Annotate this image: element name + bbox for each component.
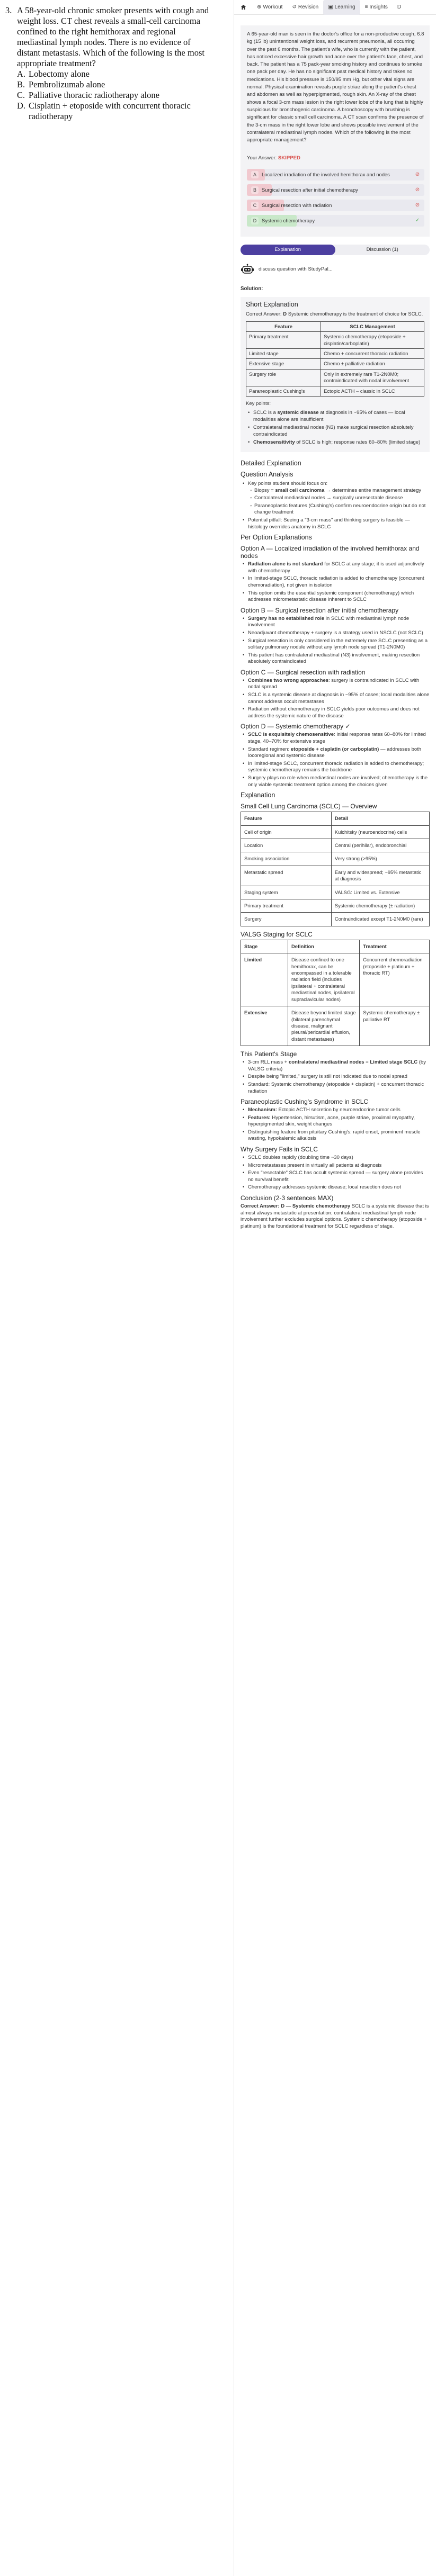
stage-item xyxy=(241,1074,430,1080)
valsg-cell: Disease beyond limited stage (bilateral parenchymal disease, malignant pleural/pericardial effusion, distant metastases) xyxy=(288,1006,360,1046)
option-explanation-item-pre: Surgical resection is only considered in the extremely rare SCLC presenting as a solitary pulmonary nodule without any lymph node spread (T1-2N0M0) xyxy=(248,637,428,651)
question-options xyxy=(17,69,212,122)
cushing-item-bold: Mechanism: xyxy=(248,1107,277,1113)
valsg-header: Stage xyxy=(241,940,288,953)
conclusion-text xyxy=(241,1203,430,1230)
question-panel xyxy=(0,0,217,2576)
qa-sub-item-bold: small cell carcinoma xyxy=(275,487,325,493)
per-option-title: Per Option Explanations xyxy=(241,534,312,542)
question-number: 3. xyxy=(5,5,12,15)
option-explanation-list xyxy=(241,678,430,720)
option-explanation-item xyxy=(241,692,430,705)
key-point-post: at diagnosis in ~95% of cases — local modalities alone are insufficient xyxy=(253,410,405,422)
overview-cell: Cell of origin xyxy=(241,825,332,839)
option-explanation-item-pre: In limited-stage SCLC, thoracic radiation is added to chemotherapy (concurrent chemoradiation), not given in isolation xyxy=(248,575,424,588)
overview-cell: Smoking association xyxy=(241,852,332,866)
cushing-item xyxy=(241,1107,430,1114)
option-explanation-item-pre: This patient has contralateral mediastinal (N3) involvement, making resection absolutely contraindicated xyxy=(248,652,420,665)
option-explanation-item-post: for SCLC at any stage; it is used adjunctively with chemotherapy xyxy=(248,561,424,574)
answer-status: SKIPPED xyxy=(278,155,300,161)
nav-item-revision[interactable] xyxy=(287,0,323,15)
stage-item-post: = xyxy=(364,1059,370,1066)
short-table-row xyxy=(246,369,424,386)
key-point xyxy=(246,424,424,438)
overview-cell: Surgery xyxy=(241,913,332,926)
answer-option[interactable] xyxy=(247,215,424,227)
key-points-list xyxy=(246,409,424,446)
option-explanation-title: Option D — Systemic chemotherapy ✓ xyxy=(241,723,351,731)
qa-sub-item-pre: Paraneoplastic features (Cushing's) confirm neuroendocrine origin but do not change treatment xyxy=(254,502,426,516)
valsg-cell: Concurrent chemoradiation (etoposide + platinum + thoracic RT) xyxy=(360,953,430,1006)
overview-title: Small Cell Lung Carcinoma (SCLC) — Overview xyxy=(241,803,377,810)
home-icon[interactable] xyxy=(238,3,248,12)
option-explanation-title: Option C — Surgical resection with radiation xyxy=(241,668,366,676)
key-point-post: of SCLC is high; response rates 60–80% (limited stage) xyxy=(295,439,421,445)
your-answer-label: Your Answer: xyxy=(247,155,277,161)
qa-item xyxy=(241,481,430,516)
overview-table xyxy=(241,812,430,926)
cushing-item-post: Hypertension, hirsutism, acne, purple striae, proximal myopathy, hyperpigmented skin, weight changes xyxy=(248,1114,415,1128)
nav-item-label: Insights xyxy=(369,4,388,10)
short-table xyxy=(246,321,424,397)
short-table-cell: Limited stage xyxy=(246,348,321,358)
question-option xyxy=(17,79,212,90)
tab-discussion[interactable]: Discussion (1) xyxy=(366,247,398,253)
answer-option[interactable] xyxy=(247,184,424,196)
short-table-cell: Surgery role xyxy=(246,369,321,386)
overview-cell: VALSG: Limited vs. Extensive xyxy=(331,886,429,899)
option-explanation-item-post: — addresses both locoregional and systemic disease xyxy=(248,746,422,759)
qa-item-text: Potential pitfall: Seeing a "3-cm mass" and thinking surgery is feasible — histology overrides anatomy in SCLC xyxy=(248,517,410,530)
overview-cell: Contraindicated except T1-2N0M0 (rare) xyxy=(331,913,429,926)
correct-answer-rest: Systemic chemotherapy is the treatment of choice for SCLC. xyxy=(287,311,423,317)
per-option-list xyxy=(241,545,430,788)
option-explanation-item xyxy=(241,761,430,774)
overview-row xyxy=(241,866,430,886)
valsg-cell: Extensive xyxy=(241,1006,288,1046)
qa-sub-list xyxy=(248,488,430,516)
top-nav xyxy=(234,0,436,15)
valsg-table xyxy=(241,940,430,1046)
question-option-text: Cisplatin + etoposide with concurrent thoracic radiotherapy xyxy=(29,101,191,121)
short-explanation xyxy=(241,297,430,452)
nav-item-workout[interactable] xyxy=(252,0,287,15)
short-table-cell: Systemic chemotherapy (etoposide + cisplatin/carboplatin) xyxy=(321,332,424,349)
valsg-header: Treatment xyxy=(360,940,430,953)
answer-option[interactable] xyxy=(247,200,424,211)
tab-bar xyxy=(241,245,430,255)
option-explanation-item xyxy=(241,652,430,665)
stage-item-post2: (by VALSG criteria) xyxy=(248,1059,426,1072)
key-point xyxy=(246,439,424,446)
key-point-pre: Contralateral mediastinal nodes (N3) make surgical resection absolutely contraindicated xyxy=(253,425,414,437)
workout-icon: ⊕ xyxy=(257,4,262,10)
short-table-cell: Ectopic ACTH – classic in SCLC xyxy=(321,386,424,396)
wrong-icon: ⊘ xyxy=(415,202,420,208)
option-explanation-list xyxy=(241,732,430,788)
question-option-letter: A. xyxy=(17,69,26,79)
app-panel xyxy=(234,0,436,2576)
why-item: • Chemotherapy addresses systemic disease; local resection does not xyxy=(241,1184,430,1191)
question-analysis-title: Question Analysis xyxy=(241,471,293,478)
explanation-title: Explanation xyxy=(241,791,275,799)
qa-sub-item-post: → determines entire management strategy xyxy=(324,487,421,493)
answer-option-letter: C xyxy=(251,202,259,209)
why-item: • Even "resectable" SCLC has occult systemic spread — surgery alone provides no survival benefit xyxy=(241,1170,430,1183)
option-explanation-item-bold: Combines two wrong approaches xyxy=(248,677,329,683)
key-point-bold: systemic disease xyxy=(277,410,319,416)
option-explanation-list xyxy=(241,561,430,604)
question-option-letter: C. xyxy=(17,90,25,100)
option-explanation-item-pre: This option omits the essential systemic component (chemotherapy) which addresses micrometastatic disease inherent to SCLC xyxy=(248,590,414,603)
short-table-row xyxy=(246,359,424,369)
nav-item-label: Learning xyxy=(334,4,355,10)
short-table-row xyxy=(246,348,424,358)
stage-item-bold2: Limited stage SCLC xyxy=(370,1059,418,1066)
option-explanation-item-pre: In limited-stage SCLC, concurrent thoracic radiation is added to chemotherapy; systemic chemotherapy remains the backbone xyxy=(248,760,424,773)
detailed-explanation xyxy=(241,460,430,1230)
key-point-bold: Chemosensitivity xyxy=(253,439,295,445)
overview-cell: Staging system xyxy=(241,886,332,899)
overview-cell: Central (perihilar), endobronchial xyxy=(331,839,429,852)
answer-option-text: Localized irradiation of the involved hemithorax and nodes xyxy=(262,172,390,178)
correct-answer-prefix: Correct Answer: xyxy=(246,311,283,317)
option-explanation-item xyxy=(241,616,430,629)
valsg-row xyxy=(241,953,430,1006)
short-table-row xyxy=(246,332,424,349)
option-explanation-item xyxy=(241,630,430,637)
answer-option-text: Surgical resection after initial chemotherapy xyxy=(262,187,358,193)
option-explanation-item xyxy=(241,638,430,651)
wrong-icon: ⊘ xyxy=(415,186,420,193)
question-option-text: Palliative thoracic radiotherapy alone xyxy=(29,90,159,100)
nav-items xyxy=(252,0,406,15)
answer-option-text: Systemic chemotherapy xyxy=(262,218,315,224)
robot-icon xyxy=(241,264,254,275)
case-text: A 65-year-old man is seen in the doctor's office for a non-productive cough, 6.8 kg (15 lb) unintentional weight loss, and recurrent pneumonia, all occurring over the past 6 months. The patient's wife, who is currently with the patient, has noticed excessive hair growth and acne over the patient's face, chest, and back. The patient has a 75 pack-year smoking history and continues to smoke one pack per day. He has no significant past medical history and takes no medications. His blood pressure is 150/95 mm Hg, but other vital signs are normal. Physical examination reveals purple striae along the patient's chest and abdomen as well as hyperpigmented, rough skin. An X-ray of the chest shows a focal 3-cm mass lesion in the right lower lobe of the lung that is highly suspicious for bronchogenic carcinoma. A bronchoscopy with brushing is significant for classic small cell carcinoma. A CT scan confirms the presence of the 3-cm mass in the right lower lobe and shows possible involvement of the contralateral mediastinal lymph nodes. Which of the following is the most appropriate management? xyxy=(247,31,424,143)
option-explanation-item xyxy=(241,775,430,788)
stage-title: This Patient's Stage xyxy=(241,1050,297,1058)
cushing-title: Paraneoplastic Cushing's Syndrome in SCLC xyxy=(241,1098,369,1106)
question-option-letter: D. xyxy=(17,101,26,111)
nav-item-insights[interactable] xyxy=(360,0,393,15)
option-explanation-item-post: in SCLC with mediastinal lymph node involvement xyxy=(248,615,410,628)
question-text-block xyxy=(0,0,217,122)
nav-item-label: Revision xyxy=(298,4,319,10)
cushing-item-post: Ectopic ACTH secretion by neuroendocrine tumor cells xyxy=(277,1107,401,1113)
option-explanation-item-bold: Radiation alone is not standard xyxy=(248,561,323,568)
stage-item-pre: 3-cm RLL mass + xyxy=(248,1059,289,1066)
learning-icon: ▣ xyxy=(328,4,333,10)
qa-item-text: Key points student should focus on: xyxy=(248,481,327,487)
key-point-pre: SCLC is a xyxy=(253,410,278,416)
overview-cell: Early and widespread; ~95% metastatic at diagnosis xyxy=(331,866,429,886)
key-points-label: Key points: xyxy=(246,401,271,407)
nav-item-d[interactable] xyxy=(393,0,406,15)
cushing-item-pre: Distinguishing feature from pituitary Cushing's: rapid onset, prominent muscle wasting, hypokalemic alkalosis xyxy=(248,1129,421,1142)
answer-option-letter: B xyxy=(251,186,259,194)
discuss-row[interactable] xyxy=(241,264,436,275)
answer-options xyxy=(247,169,424,227)
case-card xyxy=(241,25,430,237)
qa-sub-item-pre: Contralateral mediastinal nodes → surgically unresectable disease xyxy=(254,495,403,501)
short-table-cell: Paraneoplastic Cushing's xyxy=(246,386,321,396)
valsg-title: VALSG Staging for SCLC xyxy=(241,930,313,938)
stage-item-pre: Standard: Systemic chemotherapy (etoposide + cisplatin) + concurrent thoracic radiation xyxy=(248,1081,424,1094)
option-explanation-item xyxy=(241,590,430,604)
answer-option[interactable] xyxy=(247,169,424,181)
valsg-cell: Systemic chemotherapy ± palliative RT xyxy=(360,1006,430,1046)
overview-row xyxy=(241,839,430,852)
option-explanation-item xyxy=(241,706,430,719)
correct-answer-letter: D xyxy=(283,311,287,317)
overview-cell: Metastatic spread xyxy=(241,866,332,886)
cushing-item xyxy=(241,1115,430,1128)
option-explanation-title: Option B — Surgical resection after initial chemotherapy xyxy=(241,606,399,614)
overview-cell: Primary treatment xyxy=(241,899,332,913)
option-explanation-item xyxy=(241,746,430,760)
stage-list xyxy=(241,1059,430,1095)
your-answer-line xyxy=(247,155,424,162)
option-explanation-item-bold: SCLC is exquisitely chemosensitive xyxy=(248,732,334,738)
question-option-text: Lobectomy alone xyxy=(29,69,90,79)
qa-sub-item xyxy=(248,495,430,502)
question-analysis-list xyxy=(241,481,430,530)
insights-icon: ≡ xyxy=(364,4,368,10)
short-table-header: Feature xyxy=(246,321,321,331)
overview-row xyxy=(241,899,430,913)
revision-icon: ↺ xyxy=(292,4,297,10)
discuss-link[interactable]: discuss question with StudyPal... xyxy=(259,266,333,273)
answer-option-letter: A xyxy=(251,171,259,178)
option-explanation-item xyxy=(241,678,430,691)
short-table-header: SCLC Management xyxy=(321,321,424,331)
question-option-text: Pembrolizumab alone xyxy=(29,79,105,89)
answer-option-letter: D xyxy=(251,217,259,224)
overview-header: Feature xyxy=(241,812,332,825)
qa-sub-item xyxy=(248,503,430,516)
short-table-row xyxy=(246,386,424,396)
short-table-cell: Extensive stage xyxy=(246,359,321,369)
question-option xyxy=(17,101,212,122)
conclusion-rest: SCLC is a systemic disease that is almost always metastatic at presentation; contralateral mediastinal lymph node involvement further excludes surgical options. Systemic chemotherapy (etoposide + platinum) is the foundational treatment for SCLC regardless of stage. xyxy=(241,1203,429,1229)
option-explanation-item xyxy=(241,561,430,574)
detailed-title: Detailed Explanation xyxy=(241,460,301,467)
question-option xyxy=(17,90,212,101)
short-table-cell: Only in extremely rare T1-2N0M0; contraindicated with nodal involvement xyxy=(321,369,424,386)
wrong-icon: ⊘ xyxy=(415,171,420,177)
qa-item xyxy=(241,517,430,530)
why-item: • Micrometastases present in virtually all patients at diagnosis xyxy=(241,1163,430,1169)
stage-item xyxy=(241,1059,430,1073)
qa-sub-item-pre: Biopsy = xyxy=(254,487,275,493)
valsg-row xyxy=(241,1006,430,1046)
answer-option-text: Surgical resection with radiation xyxy=(262,202,332,209)
check-icon: ✓ xyxy=(415,217,420,223)
short-explanation-title: Short Explanation xyxy=(246,300,298,308)
short-table-cell: Chemo + concurrent thoracic radiation xyxy=(321,348,424,358)
nav-item-label: D xyxy=(397,4,402,10)
stage-item-bold: contralateral mediastinal nodes xyxy=(289,1059,364,1066)
option-explanation-item-bold: etoposide + cisplatin (or carboplatin) xyxy=(290,746,379,752)
overview-row xyxy=(241,886,430,899)
cushing-item-bold: Features: xyxy=(248,1114,271,1121)
overview-cell: Very strong (>95%) xyxy=(331,852,429,866)
short-correct-answer xyxy=(246,311,424,318)
why-title: Why Surgery Fails in SCLC xyxy=(241,1146,318,1154)
cushing-list xyxy=(241,1107,430,1142)
option-explanation-item-pre: Surgery plays no role when mediastinal nodes are involved; chemotherapy is the only viable systemic treatment option among the choices given xyxy=(248,775,428,788)
question-stem xyxy=(5,5,212,69)
short-table-cell: Chemo ± palliative radiation xyxy=(321,359,424,369)
option-explanation-list xyxy=(241,616,430,665)
option-explanation-item xyxy=(241,732,430,745)
valsg-cell: Limited xyxy=(241,953,288,1006)
why-list xyxy=(241,1155,430,1191)
cushing-item xyxy=(241,1129,430,1142)
option-explanation-item-pre: Neoadjuvant chemotherapy + surgery is a strategy used in NSCLC (not SCLC) xyxy=(248,629,423,636)
nav-item-label: Workout xyxy=(263,4,283,10)
option-explanation-item-bold: Surgery has no established role xyxy=(248,615,325,622)
valsg-header: Definition xyxy=(288,940,360,953)
stage-item-pre: Despite being "limited," surgery is still not indicated due to nodal spread xyxy=(248,1074,407,1080)
overview-row xyxy=(241,913,430,926)
question-option-letter: B. xyxy=(17,79,25,89)
solution-label: Solution: xyxy=(241,285,263,292)
question-stem-text: A 58-year-old chronic smoker presents with cough and weight loss. CT chest reveals a small-cell carcinoma confined to the right hemithorax and regional mediastinal lymph nodes. There is no evidence of distant metastasis. Which of the following is the most appropriate treatment? xyxy=(17,5,209,68)
overview-row xyxy=(241,825,430,839)
stage-item xyxy=(241,1082,430,1095)
overview-row xyxy=(241,852,430,866)
option-explanation-item-pre: SCLC is a systemic disease at diagnosis in ~95% of cases; local modalities alone cannot address occult metastases xyxy=(248,692,430,705)
option-explanation-item-pre: Radiation without chemotherapy in SCLC yields poor outcomes and does not address the systemic nature of the disease xyxy=(248,706,420,719)
tab-explanation[interactable]: Explanation xyxy=(241,245,335,255)
overview-cell: Kulchitsky (neuroendocrine) cells xyxy=(331,825,429,839)
conclusion-title: Conclusion (2-3 sentences MAX) xyxy=(241,1194,334,1202)
conclusion-bold: Correct Answer: D — Systemic chemotherapy xyxy=(241,1203,351,1210)
overview-cell: Systemic chemotherapy (± radiation) xyxy=(331,899,429,913)
question-option xyxy=(17,69,212,79)
valsg-cell: Disease confined to one hemithorax, can be encompassed in a tolerable radiation field (includes ipsilateral + contralateral mediastinal nodes, ipsilateral supraclavicular nodes) xyxy=(288,953,360,1006)
why-item: • SCLC doubles rapidly (doubling time ~30 days) xyxy=(241,1155,430,1161)
option-explanation-item-post: : surgery is contraindicated in SCLC with nodal spread xyxy=(248,677,420,690)
overview-header: Detail xyxy=(331,812,429,825)
overview-cell: Location xyxy=(241,839,332,852)
key-point xyxy=(246,409,424,423)
option-explanation-item-pre: Standard regimen: xyxy=(248,746,291,752)
option-explanation-item-post: : initial response rates 60–80% for limited stage, 40–70% for extensive stage xyxy=(248,732,426,745)
option-explanation-item xyxy=(241,575,430,589)
qa-sub-item xyxy=(248,488,430,494)
short-table-cell: Primary treatment xyxy=(246,332,321,349)
nav-item-learning[interactable] xyxy=(323,0,360,15)
option-explanation-title: Option A — Localized irradiation of the involved hemithorax and nodes xyxy=(241,545,420,560)
